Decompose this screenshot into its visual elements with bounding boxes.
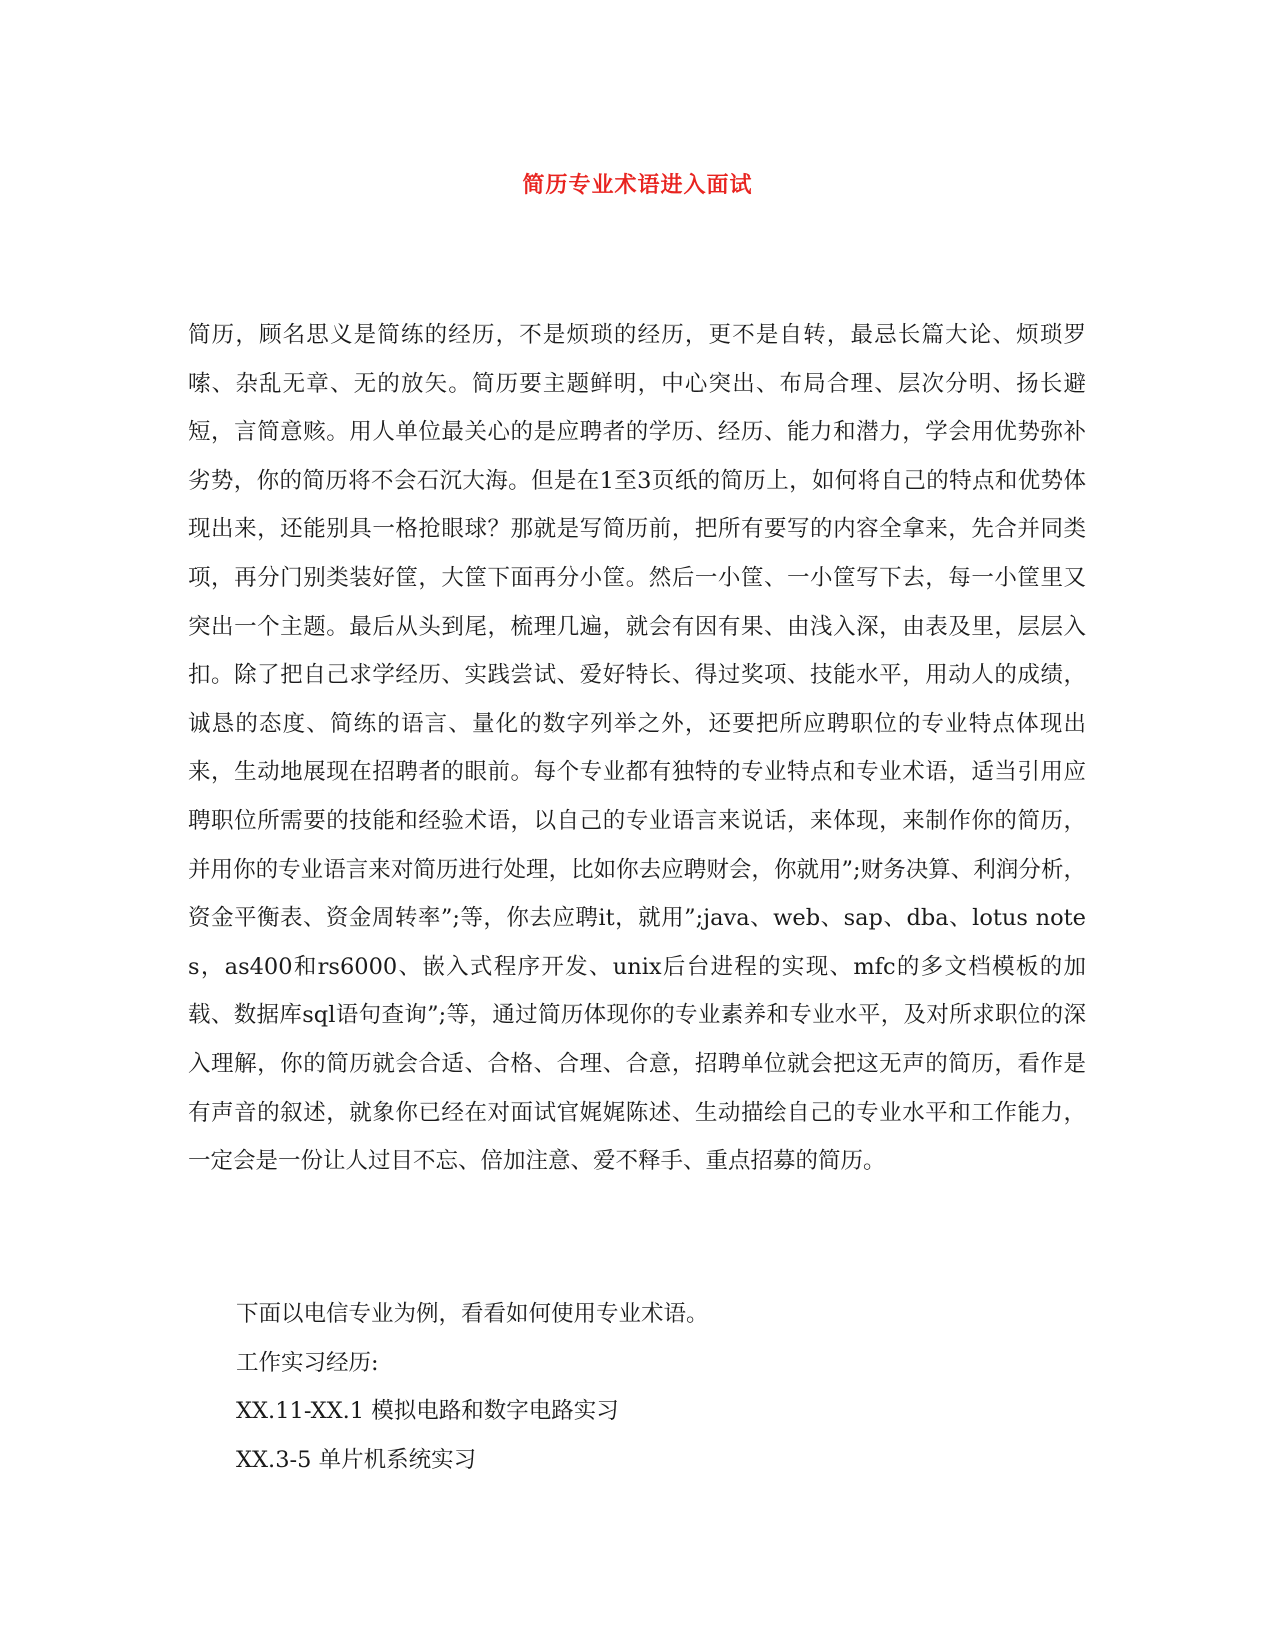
- experience-item: XX.11-XX.1 模拟电路和数字电路实习: [236, 1398, 619, 1425]
- document-title: 简历专业术语进入面试: [522, 172, 753, 198]
- experience-item: XX.3-5 单片机系统实习: [236, 1446, 477, 1473]
- section-heading-work-experience: 工作实习经历:: [236, 1349, 379, 1376]
- paragraph-list: [188, 1290, 1086, 1484]
- intro-paragraph: 下面以电信专业为例，看看如何使用专业术语。: [236, 1301, 709, 1327]
- main-paragraph: 简历，顾名思义是简练的经历，不是烦琐的经历，更不是自转，最忌长篇大论、烦琐罗嗦、杂乱无章、无的放矢。简历要主题鲜明，中心突出、布局合理、层次分明、扬长避短，言简意赅。用人单位最关心的是应聘者的学历、经历、能力和潜力，学会用优势弥补劣势，你的简历将不会石沉大海。但是在1至3页纸的简历上，如何将自己的特点和优势体现出来，还能别具一格抢眼球？那就是写简历前，把所有要写的内容全拿来，先合并同类项，再分门别类装好筐，大筐下面再分小筐。然后一小筐、一小筐写下去，每一小筐里又突出一个主题。最后从头到尾，梳理几遍，就会有因有果、由浅入深，由表及里，层层入扣。除了把自己求学经历、实践尝试、爱好特长、得过奖项、技能水平，用动人的成绩，诚恳的态度、简练的语言、量化的数字列举之外，还要把所应聘职位的专业特点体现出来，生动地展现在招聘者的眼前。每个专业都有独特的专业特点和专业术语，适当引用应聘职位所需要的技能和经验术语，以自己的专业语言来说话，来体现，来制作你的简历，并用你的专业语言来对简历进行处理，比如你去应聘财会，你就用”;财务决算、利润分析，资金平衡表、资金周转率”;等，你去应聘it，就用”;java、web、sap、dba、lotus notes，as400和rs6000、嵌入式程序开发、unix后台进程的实现、mfc的多文档模板的加载、数据库sql语句查询”;等，通过简历体现你的专业素养和专业水平，及对所求职位的深入理解，你的简历就会合适、合格、合理、合意，招聘单位就会把这无声的简历，看作是有声音的叙述，就象你已经在对面试官娓娓陈述、生动描绘自己的专业水平和工作能力，一定会是一份让人过目不忘、倍加注意、爱不释手、重点招募的简历。: [188, 322, 1086, 1175]
